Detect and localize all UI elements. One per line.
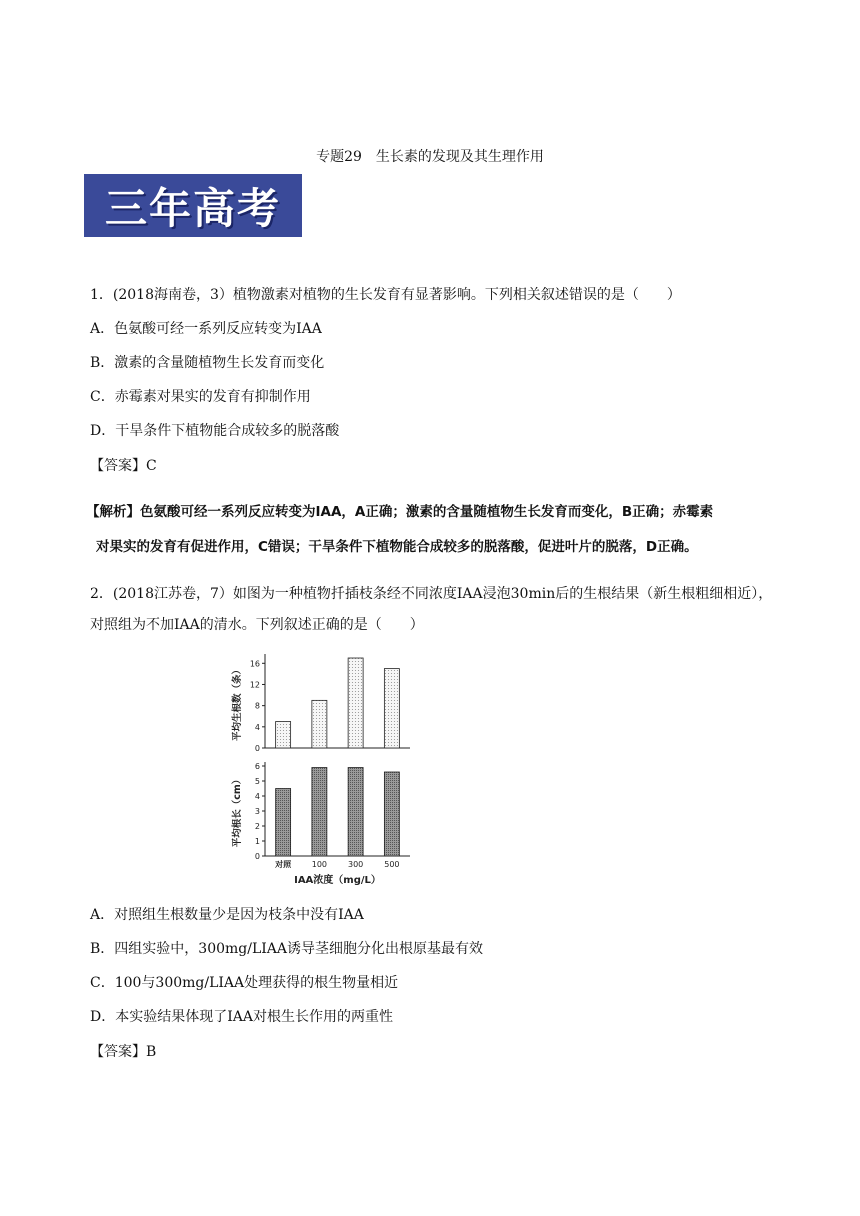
- q2-stem-line1: 2．(2018江苏卷，7）如图为一种植物扦插枝条经不同浓度IAA浸泡30min后的生根结果（新生根粗细相近），: [90, 586, 773, 602]
- q2-option-d: D．本实验结果体现了IAA对根生长作用的两重性: [90, 1009, 393, 1025]
- root-length-y-tick-label: 4: [254, 792, 260, 801]
- q1-answer: 【答案】C: [90, 458, 157, 474]
- root-length-bar: [348, 768, 363, 857]
- root-count-y-tick-label: 12: [249, 680, 260, 690]
- root-length-bar: [384, 772, 399, 856]
- root-length-y-tick-label: 6: [254, 762, 260, 771]
- root-length-y-tick-label: 1: [254, 837, 260, 846]
- root-length-y-tick-label: 5: [254, 777, 260, 786]
- section-banner: [84, 174, 302, 237]
- root-count-y-tick-label: 0: [254, 744, 260, 753]
- root-length-y-tick-label: 2: [254, 822, 260, 831]
- root-count-y-tick-label: 16: [249, 659, 260, 669]
- chart-root-count: [231, 654, 410, 753]
- root-length-x-tick-label: 对照: [275, 860, 292, 869]
- q1-option-a: A．色氨酸可经一系列反应转变为IAA: [90, 321, 322, 337]
- root-length-bar: [276, 789, 291, 857]
- iaa-bar-charts: [228, 648, 418, 888]
- root-length-y-tick-label: 3: [254, 807, 260, 816]
- root-count-y-label: 平均生根数（条）: [232, 664, 243, 742]
- q1-analysis-line1: 【解析】色氨酸可经一系列反应转变为IAA，A正确；激素的含量随植物生长发育而变化，B正确；赤霉素: [86, 504, 714, 520]
- root-length-y-label: 平均根长（cm）: [232, 774, 243, 848]
- root-count-y-tick-label: 8: [254, 701, 260, 711]
- q2-option-b: B．四组实验中，300mg/LIAA诱导茎细胞分化出根原基最有效: [90, 941, 484, 957]
- root-length-x-label: IAA浓度（mg/L）: [294, 875, 381, 886]
- root-count-bar: [312, 700, 327, 748]
- q1-analysis-line2: 对果实的发育有促进作用，C错误；干旱条件下植物能合成较多的脱落酸，促进叶片的脱落，D正确。: [96, 539, 698, 555]
- doc-title: 专题29 生长素的发现及其生理作用: [316, 149, 544, 165]
- root-count-bar: [384, 669, 399, 748]
- q2-option-a: A．对照组生根数量少是因为枝条中没有IAA: [90, 907, 364, 923]
- root-length-bar: [312, 768, 327, 857]
- q2-stem-line2: 对照组为不加IAA的清水。下列叙述正确的是（ ）: [90, 617, 424, 633]
- root-length-y-tick-label: 0: [254, 852, 260, 861]
- root-count-bar: [276, 722, 291, 748]
- root-length-x-tick-label: 100: [311, 860, 328, 869]
- q1-option-b: B．激素的含量随植物生长发育而变化: [90, 355, 325, 371]
- root-count-y-tick-label: 4: [254, 722, 260, 732]
- root-count-bar: [348, 658, 363, 748]
- chart-root-length: [231, 762, 410, 886]
- root-length-x-tick-label: 500: [384, 860, 400, 869]
- q1-option-d: D．干旱条件下植物能合成较多的脱落酸: [90, 423, 340, 439]
- root-length-x-tick-label: 300: [347, 860, 364, 869]
- q2-answer: 【答案】B: [90, 1044, 157, 1060]
- q1-option-c: C．赤霉素对果实的发育有抑制作用: [90, 389, 311, 405]
- banner-text: 三年高考: [104, 183, 281, 233]
- q1-stem: 1．(2018海南卷，3）植物激素对植物的生长发育有显著影响。下列相关叙述错误的是（ ）: [90, 287, 681, 303]
- q2-option-c: C．100与300mg/LIAA处理获得的根生物量相近: [90, 975, 399, 991]
